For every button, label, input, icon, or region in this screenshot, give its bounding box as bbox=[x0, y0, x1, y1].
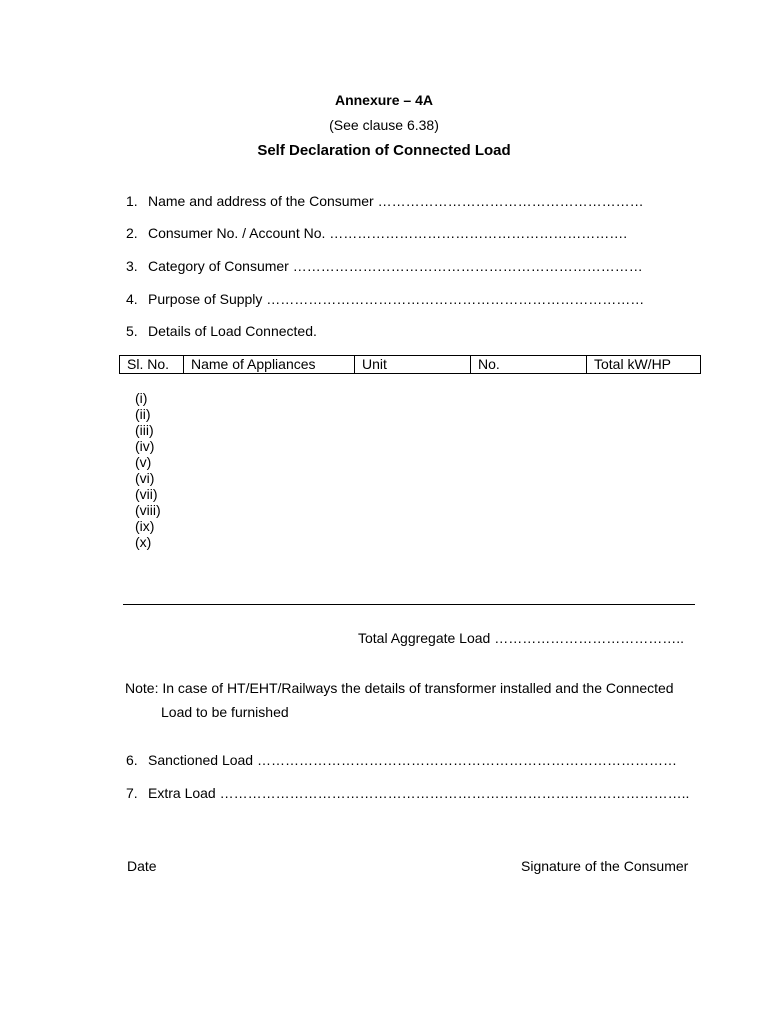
field-number: 7. bbox=[126, 785, 138, 801]
list-item: (iv) bbox=[135, 438, 155, 454]
list-item: (x) bbox=[135, 534, 152, 550]
column-header-total: Total kW/HP bbox=[587, 356, 701, 374]
column-header-unit: Unit bbox=[355, 356, 471, 374]
table-header-row bbox=[120, 356, 701, 374]
field-text: Sanctioned Load ……………………………………………………………………………… bbox=[148, 752, 677, 768]
field-sanctioned-load bbox=[126, 752, 677, 768]
date-label: Date bbox=[127, 858, 157, 874]
list-item: (viii) bbox=[135, 502, 161, 518]
list-item: (i) bbox=[135, 390, 148, 406]
field-load-details bbox=[126, 323, 317, 339]
field-text: Consumer No. / Account No. ………………………………………………………. bbox=[148, 225, 628, 241]
column-header-no: No. bbox=[471, 356, 587, 374]
list-item: (ii) bbox=[135, 406, 151, 422]
field-category bbox=[126, 258, 643, 274]
load-table bbox=[119, 355, 701, 374]
total-aggregate-load: Total Aggregate Load ………………………………….. bbox=[358, 630, 684, 646]
field-consumer-no bbox=[126, 225, 627, 241]
field-purpose bbox=[126, 291, 644, 307]
list-item: (ix) bbox=[135, 518, 155, 534]
column-header-sl-no: Sl. No. bbox=[120, 356, 184, 374]
list-item: (vi) bbox=[135, 470, 155, 486]
signature-label: Signature of the Consumer bbox=[521, 858, 689, 874]
clause-reference: (See clause 6.38) bbox=[329, 117, 439, 133]
form-title: Self Declaration of Connected Load bbox=[257, 142, 511, 159]
field-text: Name and address of the Consumer ………………………………………………… bbox=[148, 193, 644, 209]
field-name-address bbox=[126, 193, 644, 209]
annexure-heading: Annexure – 4A bbox=[334, 92, 434, 108]
field-text: Extra Load ……………………………………………………………………………………….. bbox=[148, 785, 690, 801]
field-number: 5. bbox=[126, 323, 138, 339]
note-line-2: Load to be furnished bbox=[161, 704, 289, 720]
column-header-appliances: Name of Appliances bbox=[184, 356, 355, 374]
field-number: 3. bbox=[126, 258, 138, 274]
field-number: 6. bbox=[126, 752, 138, 768]
note-line-1: Note: In case of HT/EHT/Railways the details of transformer installed and the Connected bbox=[125, 680, 674, 696]
field-number: 1. bbox=[126, 193, 138, 209]
field-text: Purpose of Supply ……………………………………………………………………… bbox=[148, 291, 645, 307]
field-number: 4. bbox=[126, 291, 138, 307]
field-extra-load bbox=[126, 785, 689, 801]
field-number: 2. bbox=[126, 225, 138, 241]
appliance-list bbox=[135, 390, 161, 550]
list-item: (iii) bbox=[135, 422, 154, 438]
divider-line bbox=[123, 604, 695, 605]
list-item: (vii) bbox=[135, 486, 158, 502]
list-item: (v) bbox=[135, 454, 152, 470]
field-text: Category of Consumer ………………………………………………………………… bbox=[148, 258, 643, 274]
field-text: Details of Load Connected. bbox=[148, 323, 317, 339]
